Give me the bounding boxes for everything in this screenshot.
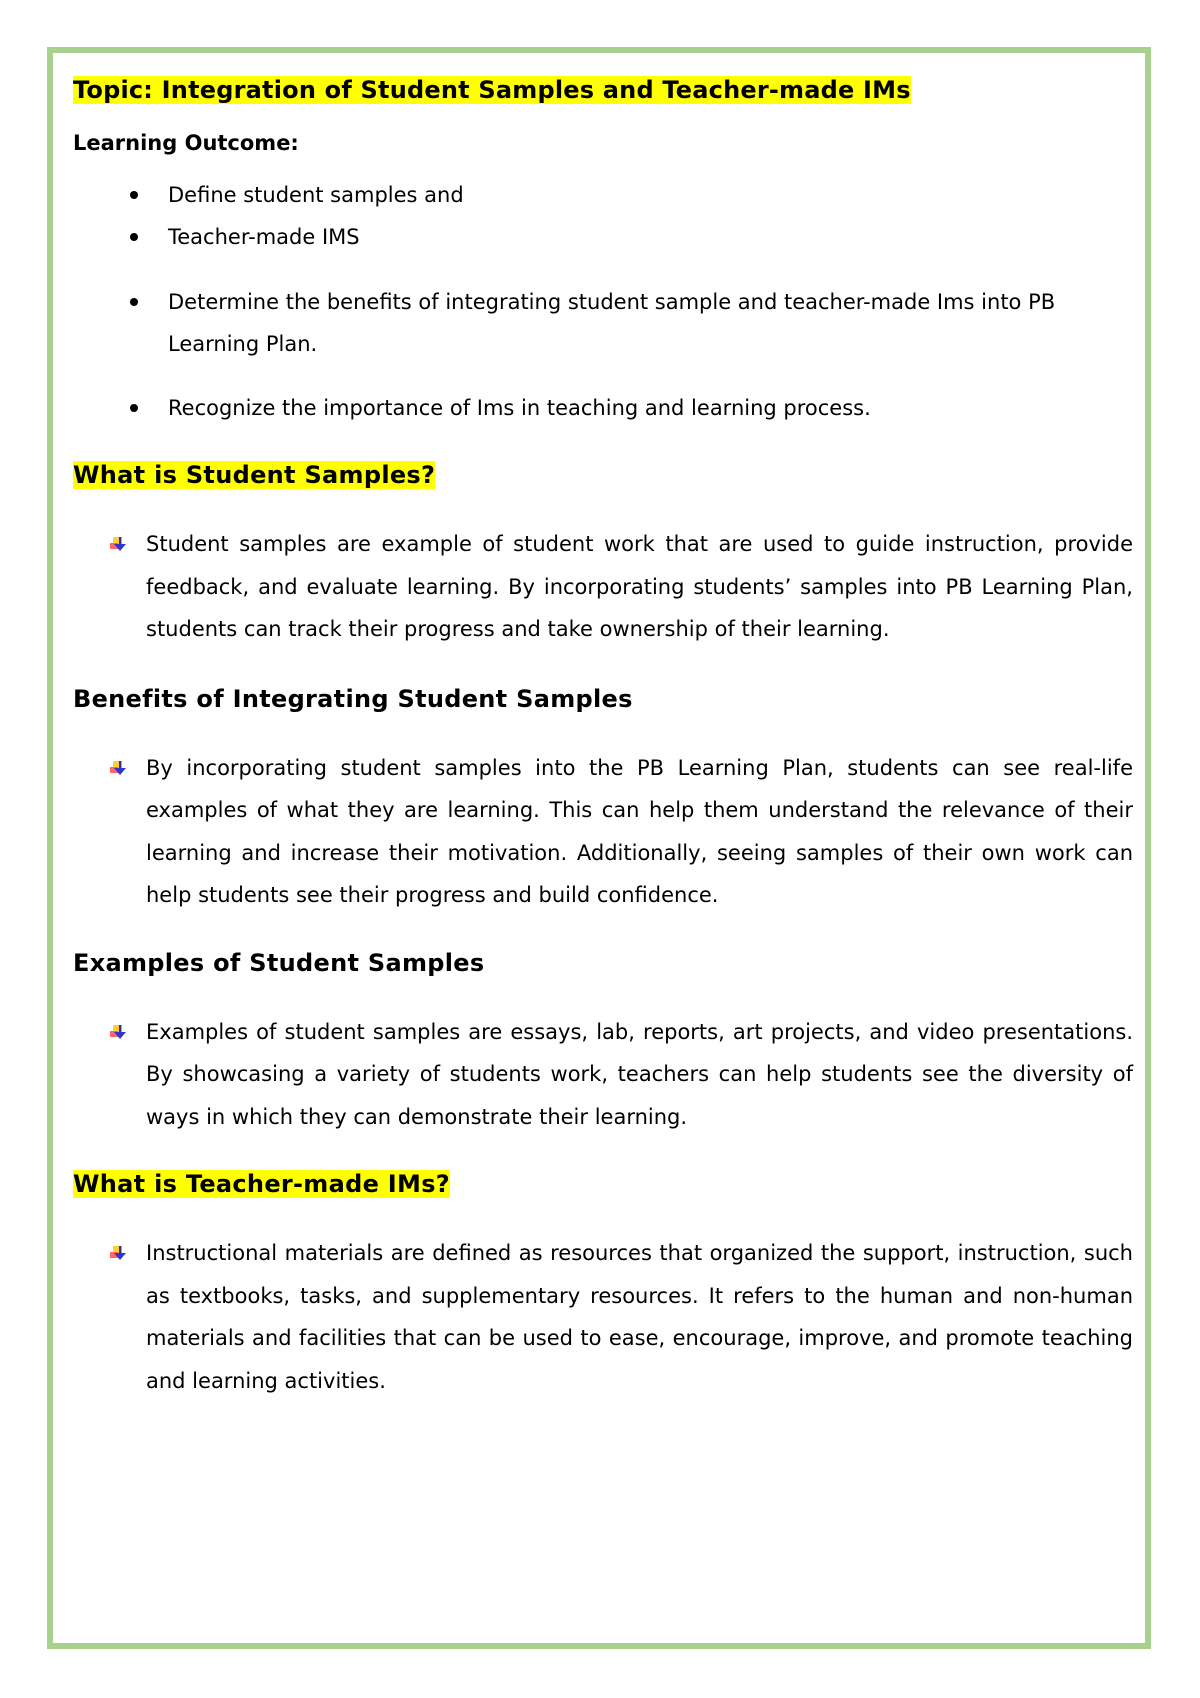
learning-outcome-list-3 (73, 387, 1133, 429)
section-heading-benefits: Benefits of Integrating Student Samples (73, 684, 633, 713)
section-paragraph: Student samples are example of student work that are used to guide instruction, provide feedback, and evaluate learning. By incorporating students’ samples into PB Learning Plan, students can track their progress and take ownership of their learning. (73, 523, 1133, 651)
arrow-down-icon (109, 759, 129, 777)
section-paragraph: By incorporating student samples into the PB Learning Plan, students can see real-life examples of what they are learning. This can help them understand the relevance of their learning and increase their motivation. Additionally, seeing samples of their own work can help students see their progress and build confidence. (73, 747, 1133, 917)
section-paragraph: Instructional materials are defined as resources that organized the support, instruction, such as textbooks, tasks, and supplementary resources. It refers to the human and non-human materials and facilities that can be used to ease, encourage, improve, and promote teaching and learning activities. (73, 1232, 1133, 1402)
list-item: Teacher-made IMS (73, 216, 1133, 258)
section-heading-teacher-made-ims: What is Teacher-made IMs? (73, 1170, 451, 1198)
section-heading-examples: Examples of Student Samples (73, 948, 485, 977)
arrow-down-icon (109, 1244, 129, 1262)
bullet-icon (130, 191, 138, 199)
list-item: Determine the benefits of integrating student sample and teacher-made Ims into PB Learning Plan. (73, 281, 1133, 365)
bullet-icon (130, 233, 138, 241)
document-content (73, 70, 1133, 1402)
bullet-icon (130, 298, 138, 306)
learning-outcome-list-2 (73, 281, 1133, 365)
section-heading-student-samples: What is Student Samples? (73, 461, 436, 489)
learning-outcome-list (73, 174, 1133, 258)
learning-outcome-label: Learning Outcome: (73, 131, 299, 155)
list-item: Define student samples and (73, 174, 1133, 216)
arrow-down-icon (109, 1023, 129, 1041)
bullet-icon (130, 404, 138, 412)
list-item: Recognize the importance of Ims in teaching and learning process. (73, 387, 1133, 429)
page-title: Topic: Integration of Student Samples and Teacher-made IMs (73, 76, 911, 104)
arrow-down-icon (109, 535, 129, 553)
section-paragraph: Examples of student samples are essays, lab, reports, art projects, and video presentations. By showcasing a variety of students work, teachers can help students see the diversity of ways in which they can demonstrate their learning. (73, 1011, 1133, 1139)
